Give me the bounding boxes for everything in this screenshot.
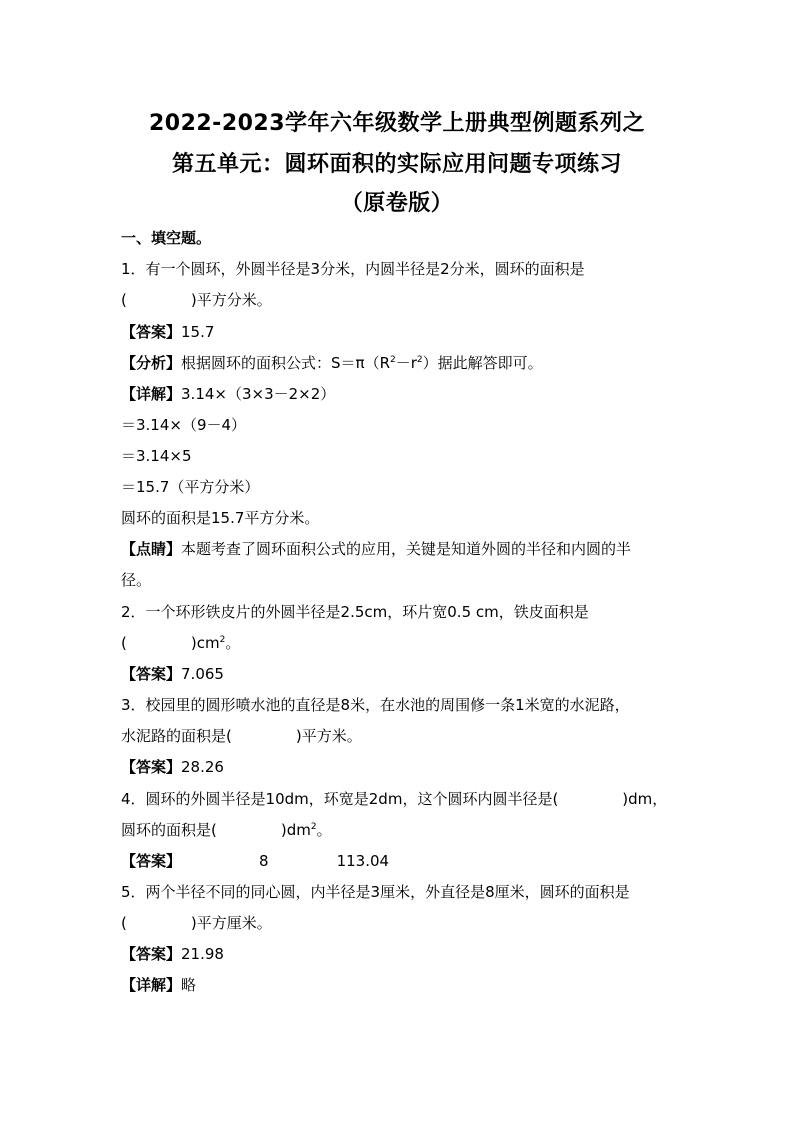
question-1-comment xyxy=(121,539,631,559)
answer-label: 【答案】 xyxy=(121,945,182,963)
unit-superscript: 2 xyxy=(219,635,226,645)
blank-close: ) xyxy=(622,790,629,808)
unit-superscript: 2 xyxy=(310,822,317,832)
question-3-answer xyxy=(121,757,224,777)
detail-label: 【详解】 xyxy=(121,385,182,403)
answer-label: 【答案】 xyxy=(121,665,182,683)
question-5-unit: 平方厘米。 xyxy=(196,914,272,932)
analysis-label: 【分析】 xyxy=(121,354,182,372)
blank-close: ) xyxy=(190,634,197,652)
question-3-unit: 平方米。 xyxy=(301,727,362,745)
document-title-line-2: 第五单元：圆环面积的实际应用问题专项练习 xyxy=(171,152,622,177)
comment-text-2: 径。 xyxy=(121,571,152,589)
detail-label: 【详解】 xyxy=(121,976,182,994)
question-3-text-pre: 水泥路的面积是( xyxy=(121,727,232,745)
blank-close: ) xyxy=(190,291,197,309)
detail-step-2: ＝3.14×（9－4） xyxy=(121,416,247,434)
section-heading: 一、填空题。 xyxy=(121,229,212,247)
analysis-superscript-1: 2 xyxy=(390,355,396,365)
question-4-unit: dm， xyxy=(628,790,668,808)
question-4-answer xyxy=(121,851,389,871)
detail-conclusion: 圆环的面积是15.7平方分米。 xyxy=(121,509,320,527)
document-title-line-1: 2022-2023学年六年级数学上册典型例题系列之 xyxy=(148,111,646,136)
question-1-analysis xyxy=(121,353,543,373)
question-5-detail xyxy=(121,975,196,995)
answer-value-2: 113.04 xyxy=(336,852,390,870)
answer-label: 【答案】 xyxy=(121,758,182,776)
blank-open: ( xyxy=(121,914,127,932)
analysis-text-mid: －r xyxy=(395,354,417,372)
answer-value: 21.98 xyxy=(181,945,224,963)
answer-value-1: 8 xyxy=(259,852,269,870)
question-1-unit: 平方分米。 xyxy=(196,291,272,309)
question-4-text xyxy=(121,789,667,809)
question-1-answer xyxy=(121,322,214,342)
question-4-blank-line xyxy=(121,820,332,840)
question-2-blank-line xyxy=(121,633,240,653)
detail-step-4: ＝15.7（平方分米） xyxy=(121,478,260,496)
question-1-blank-line xyxy=(121,290,272,310)
question-5-answer xyxy=(121,944,224,964)
answer-value: 28.26 xyxy=(181,758,224,776)
question-5-blank-line xyxy=(121,913,272,933)
answer-label: 【答案】 xyxy=(121,323,182,341)
blank-open: ( xyxy=(121,634,127,652)
unit-end: 。 xyxy=(316,821,332,839)
unit-base: cm xyxy=(196,634,220,652)
document-title-line-3: （原卷版） xyxy=(340,191,454,216)
blank-open: ( xyxy=(121,291,127,309)
detail-text: 略 xyxy=(181,976,197,994)
answer-label: 【答案】 xyxy=(121,852,182,870)
analysis-text-pre: 根据圆环的面积公式：S＝π（R xyxy=(181,354,390,372)
question-5-text: 5．两个半径不同的同心圆，内半径是3厘米，外直径是8厘米，圆环的面积是 xyxy=(121,883,630,901)
comment-label: 【点睛】 xyxy=(121,540,182,558)
question-1-text: 1．有一个圆环，外圆半径是3分米，内圆半径是2分米，圆环的面积是 xyxy=(121,260,585,278)
detail-step-1: 3.14×（3×3－2×2） xyxy=(181,385,336,403)
question-3-text: 3．校园里的圆形喷水池的直径是8米，在水池的周围修一条1米宽的水泥路， xyxy=(121,696,630,714)
question-2-answer xyxy=(121,664,224,684)
analysis-superscript-2: 2 xyxy=(416,355,423,365)
detail-step-3: ＝3.14×5 xyxy=(121,447,192,465)
blank-close: ) xyxy=(190,914,197,932)
blank-close: ) xyxy=(295,727,302,745)
analysis-text-post: ）据此解答即可。 xyxy=(422,354,543,372)
question-1-detail xyxy=(121,384,335,404)
blank-close: ) xyxy=(280,821,287,839)
question-2-text: 2．一个环形铁皮片的外圆半径是2.5cm，环片宽0.5 cm，铁皮面积是 xyxy=(121,603,589,621)
unit-end: 。 xyxy=(225,634,241,652)
answer-value: 15.7 xyxy=(181,323,215,341)
question-3-blank-line xyxy=(121,726,362,746)
unit-base: dm xyxy=(286,821,311,839)
answer-value: 7.065 xyxy=(181,665,224,683)
comment-text-1: 本题考查了圆环面积公式的应用，关键是知道外圆的半径和内圆的半 xyxy=(181,540,632,558)
question-4-text2-pre: 圆环的面积是( xyxy=(121,821,217,839)
question-4-text-pre: 4．圆环的外圆半径是10dm，环宽是2dm，这个圆环内圆半径是( xyxy=(121,790,559,808)
